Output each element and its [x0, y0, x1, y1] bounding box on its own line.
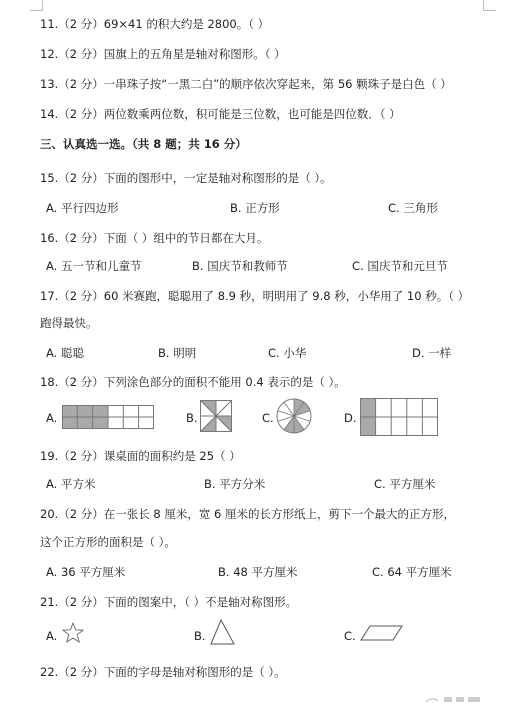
question-17: 17.（2 分）60 米赛跑，聪聪用了 8.9 秒，明明用了 9.8 秒，小华用了 10 秒。（ ） [40, 289, 470, 303]
q18-option-c[interactable]: C. [262, 411, 274, 425]
q17-option-a[interactable]: A. 聪聪 [46, 346, 84, 360]
star-outline-icon [62, 622, 84, 643]
q20-option-c[interactable]: C. 64 平方厘米 [372, 565, 452, 579]
q16-option-a[interactable]: A. 五一节和儿童节 [46, 259, 142, 273]
q17-option-c[interactable]: C. 小华 [268, 346, 307, 360]
question-18: 18.（2 分）下列涂色部分的面积不能用 0.4 表示的是（ ）。 [40, 375, 346, 389]
q18-option-d[interactable]: D. [344, 411, 357, 425]
question-22: 22.（2 分）下面的字母是轴对称图形的是（ ）。 [40, 665, 286, 679]
q18-figure-b [200, 400, 232, 432]
q18-figure-c [276, 398, 312, 434]
q16-option-b[interactable]: B. 国庆节和教师节 [192, 259, 288, 273]
q21-option-c[interactable]: C. [344, 629, 356, 643]
q17-option-d[interactable]: D. 一样 [412, 346, 452, 360]
page-corner-mark [30, 0, 43, 11]
question-19: 19.（2 分）课桌面的面积约是 25（ ） [40, 449, 241, 463]
watermark-logo [424, 694, 484, 704]
q21-option-b[interactable]: B. [194, 629, 206, 643]
question-17-continued: 跑得最快。 [40, 316, 98, 330]
question-20-continued: 这个正方形的面积是（ ）。 [40, 535, 176, 549]
q19-option-b[interactable]: B. 平方分米 [204, 477, 266, 491]
section-heading: 三、认真选一选。（共 8 题；共 16 分） [40, 137, 247, 151]
question-20: 20.（2 分）在一张长 8 厘米，宽 6 厘米的长方形纸上，剪下一个最大的正方形， [40, 507, 456, 521]
q18-figure-d [360, 398, 438, 436]
q15-option-a[interactable]: A. 平行四边形 [46, 201, 119, 215]
parallelogram-outline-icon [360, 624, 404, 642]
question-14: 14.（2 分）两位数乘两位数，积可能是三位数，也可能是四位数．（ ） [40, 107, 401, 121]
q15-option-c[interactable]: C. 三角形 [388, 201, 438, 215]
q18-figure-a [62, 405, 154, 429]
q21-option-a[interactable]: A. [46, 629, 58, 643]
q18-option-a[interactable]: A. [46, 411, 58, 425]
page-corner-mark [483, 0, 496, 11]
q20-option-b[interactable]: B. 48 平方厘米 [218, 565, 298, 579]
q19-option-a[interactable]: A. 平方米 [46, 477, 96, 491]
question-15: 15.（2 分）下面的图形中，一定是轴对称图形的是（ ）。 [40, 171, 332, 185]
question-16: 16.（2 分）下面（ ）组中的节日都在大月。 [40, 231, 269, 245]
q19-option-c[interactable]: C. 平方厘米 [374, 477, 436, 491]
q15-option-b[interactable]: B. 正方形 [230, 201, 280, 215]
q16-option-c[interactable]: C. 国庆节和元旦节 [352, 259, 448, 273]
question-12: 12.（2 分）国旗上的五角星是轴对称图形。（ ） [40, 47, 286, 61]
question-21: 21.（2 分）下面的图案中，（ ）不是轴对称图形。 [40, 595, 298, 609]
triangle-outline-icon [208, 618, 236, 646]
question-11: 11.（2 分）69×41 的积大约是 2800。（ ） [40, 17, 270, 31]
q18-option-b[interactable]: B. [186, 411, 198, 425]
q17-option-b[interactable]: B. 明明 [158, 346, 197, 360]
question-13: 13.（2 分）一串珠子按“一黑二白”的顺序依次穿起来，第 56 颗珠子是白色（ ） [40, 77, 452, 91]
q20-option-a[interactable]: A. 36 平方厘米 [46, 565, 126, 579]
